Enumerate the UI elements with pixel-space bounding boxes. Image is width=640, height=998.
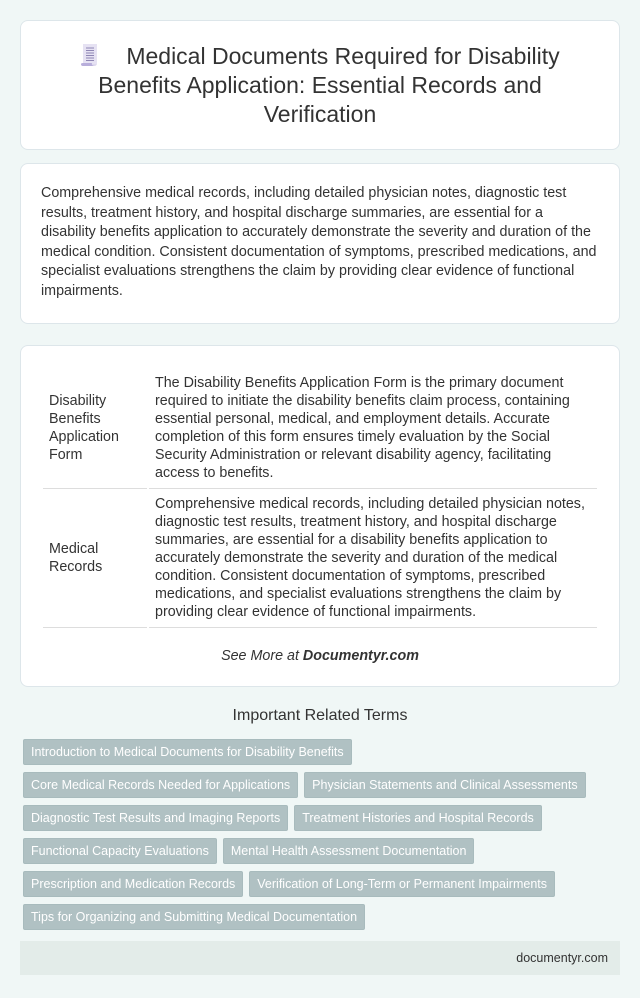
row-description: The Disability Benefits Application Form is the primary document required to initiate the disability benefits claim process, containing essential personal, medical, and employment details. Accurate completion of this form ensures timely evaluation by the Social Security Administration or relevant disability agency, facilitating access to benefits. (149, 368, 597, 489)
page-title-text: Medical Documents Required for Disability Benefits Application: Essential Records and Verification (98, 42, 560, 127)
related-terms-heading: Important Related Terms (232, 707, 408, 724)
footer-site-link[interactable]: documentyr.com (516, 951, 608, 965)
page-title (61, 42, 579, 129)
see-more-link[interactable]: Documentyr.com (302, 648, 419, 664)
related-term-tag[interactable]: Prescription and Medication Records (23, 871, 243, 897)
footer (20, 941, 620, 975)
related-term-tag[interactable]: Diagnostic Test Results and Imaging Reports (23, 805, 288, 831)
related-term-tag[interactable]: Core Medical Records Needed for Applications (23, 772, 298, 798)
table-row (43, 489, 597, 628)
related-term-tag[interactable]: Mental Health Assessment Documentation (223, 838, 475, 864)
title-card (20, 20, 620, 150)
related-terms-section (20, 707, 620, 930)
document-icon (80, 43, 100, 67)
related-term-tag[interactable]: Tips for Organizing and Submitting Medical Documentation (23, 904, 365, 930)
row-description: Comprehensive medical records, including detailed physician notes, diagnostic test results, treatment history, and hospital discharge summaries, are essential for a disability benefits application to accurately demonstrate the severity and duration of the medical condition. Consistent documentation of symptoms, prescribed medications, and specialist evaluations strengthens the claim by providing clear evidence of functional impairments. (149, 489, 597, 628)
related-term-tag[interactable]: Verification of Long-Term or Permanent Impairments (249, 871, 555, 897)
see-more (41, 648, 599, 664)
related-term-tag[interactable]: Treatment Histories and Hospital Records (294, 805, 542, 831)
row-label: Medical Records (43, 489, 147, 628)
related-terms-tags (20, 739, 620, 930)
row-label: Disability Benefits Application Form (43, 368, 147, 489)
intro-card (20, 163, 620, 324)
related-term-tag[interactable]: Physician Statements and Clinical Assessments (304, 772, 585, 798)
see-more-prefix: See More at (221, 648, 303, 664)
documents-table-card (20, 345, 620, 687)
related-term-tag[interactable]: Functional Capacity Evaluations (23, 838, 217, 864)
documents-table (41, 368, 599, 628)
related-term-tag[interactable]: Introduction to Medical Documents for Disability Benefits (23, 739, 352, 765)
table-row (43, 368, 597, 489)
intro-text: Comprehensive medical records, including detailed physician notes, diagnostic test results, treatment history, and hospital discharge summaries, are essential for a disability benefits application to accurately demonstrate the severity and duration of the medical condition. Consistent documentation of symptoms, prescribed medications, and specialist evaluations strengthens the claim by providing clear evidence of functional impairments. (41, 185, 597, 299)
